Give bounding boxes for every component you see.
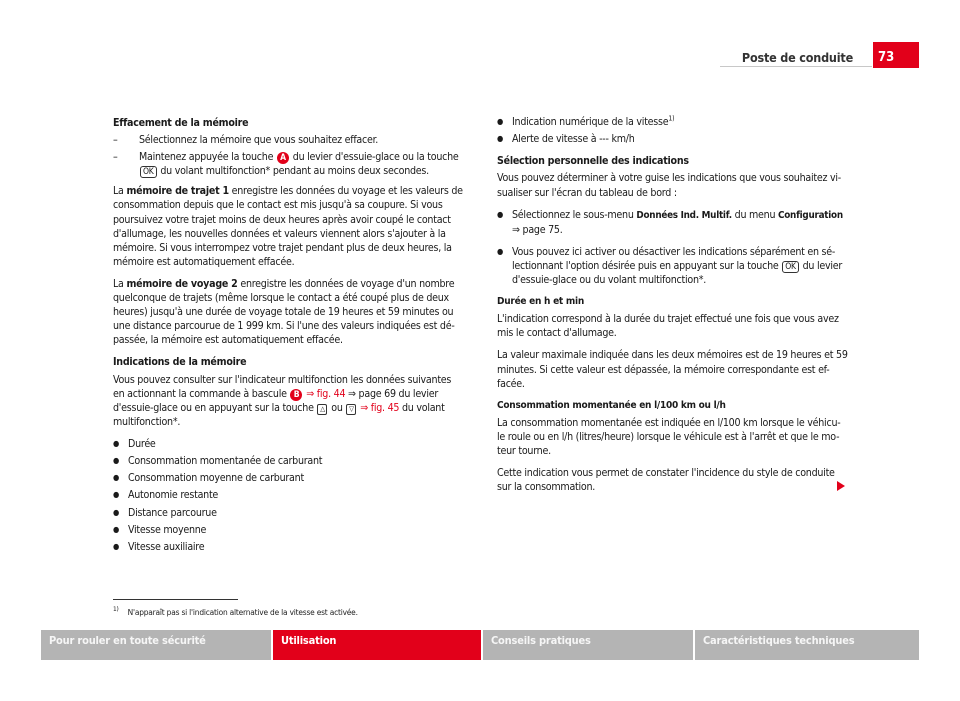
list-item-text: Alerte de vitesse à --- km/h	[512, 133, 635, 146]
text-segment: du levier d'essuie-glace ou du volant multifonction*.	[512, 259, 843, 287]
text-segment: Indication numérique de la vitesse	[512, 116, 669, 128]
footnote-rule	[113, 599, 238, 600]
footnote	[113, 605, 358, 617]
dash-item	[113, 150, 465, 178]
list-item-text	[512, 245, 849, 287]
list-item-text	[512, 115, 849, 129]
running-header-title: Poste de conduite	[741, 50, 853, 65]
bullet-icon: ●	[113, 542, 120, 551]
memory-2-term: mémoire de voyage 2	[126, 277, 238, 290]
bullet-icon: ●	[497, 246, 504, 256]
nav-tab-operation[interactable]: Utilisation	[273, 630, 481, 660]
text-segment: Sélectionnez le sous-menu	[512, 208, 634, 221]
bullet-icon: ●	[113, 438, 120, 448]
personal-selection-heading: Sélection personnelle des indications	[497, 155, 689, 168]
list-item	[497, 245, 849, 287]
memory-indications-paragraph	[113, 373, 465, 429]
list-item	[497, 132, 849, 146]
down-arrow-key-icon: ▽	[346, 404, 356, 415]
text-segment: du volant multifonction*.	[113, 401, 445, 428]
header-rule	[720, 66, 872, 67]
key-a-badge: A	[277, 152, 289, 164]
dash-marker: –	[113, 151, 118, 164]
ok-key-icon: OK	[140, 166, 157, 178]
list-item-text: Distance parcourue	[128, 506, 217, 519]
list-item	[113, 437, 465, 451]
memory-1-term: mémoire de trajet 1	[126, 185, 229, 198]
list-item-text: Consommation moyenne de carburant	[128, 472, 304, 485]
duration-paragraph-1: L'indication correspond à la durée du trajet effectué une fois que vous avez mis le contact d'allumage.	[497, 313, 839, 340]
text-segment: ⇒ page 69 du levier d'essuie-glace ou en appuyant sur la touche	[113, 387, 438, 414]
footnote-ref: 1)	[668, 114, 675, 123]
list-item-text: Durée	[128, 437, 156, 450]
list-item-text	[512, 208, 849, 237]
memory-1-paragraph	[113, 184, 465, 269]
list-item	[497, 115, 849, 129]
bullet-icon: ●	[113, 490, 120, 500]
text-segment: ou	[331, 401, 343, 414]
nav-tab-practical-tips[interactable]: Conseils pratiques	[483, 630, 693, 660]
list-item-text: Vitesse auxiliaire	[128, 541, 205, 553]
bullet-icon: ●	[113, 507, 120, 517]
memory-indications-heading: Indications de la mémoire	[113, 356, 247, 369]
bullet-icon: ●	[497, 117, 504, 126]
menu-term: Configuration	[778, 209, 843, 221]
list-item	[497, 208, 849, 237]
duration-heading: Durée en h et min	[497, 296, 584, 308]
continue-arrow-icon	[837, 481, 845, 491]
consumption-heading: Consommation momentanée en l/100 km ou l/h	[497, 399, 726, 411]
list-item	[113, 523, 465, 537]
clear-memory-heading: Effacement de la mémoire	[113, 117, 249, 129]
bullet-icon: ●	[497, 209, 504, 219]
text-segment: enregistre les données du voyage et les valeurs de consommation depuis que le contact est mis jusqu'à sa coupure. Si vous poursuivez votre trajet moins de deux heures après avoir coupé le contact d'allumage, les nouvelles données et valeurs viennent alors s'ajouter à la mémoire. Si vous interrompez votre trajet pendant plus de deux heures, la mémoire est automatiquement effacée.	[113, 185, 463, 268]
up-arrow-key-icon: △	[317, 404, 327, 415]
text-segment: La	[113, 185, 124, 198]
list-item	[113, 506, 465, 520]
bullet-icon: ●	[113, 524, 120, 534]
page-number: 73	[873, 42, 919, 68]
memory-2-paragraph	[113, 277, 465, 347]
nav-tab-safety[interactable]: Pour rouler en toute sécurité	[41, 630, 271, 660]
text-segment: Maintenez appuyée la touche	[139, 151, 274, 164]
consumption-paragraph-2: Cette indication vous permet de constater l'incidence du style de conduite sur la consommation.	[497, 467, 835, 494]
text-segment: enregistre les données de voyage d'un nombre quelconque de trajets (même lorsque le contact a été coupé plus de deux heures) jusqu'à une durée de voyage totale de 19 heures et 59 minutes ou une distance parcourue de 1 999 km. Si l'une des valeurs indiquées est dé- passée, la mémoire est automatiquement effacée.	[113, 277, 455, 347]
text-segment: Vous pouvez ici activer ou désactiver les indications séparément en sé- lectionnant l'option désirée puis en appuyant sur la touche	[512, 245, 836, 272]
dash-text: Sélectionnez la mémoire que vous souhaitez effacer.	[139, 134, 379, 147]
text-segment: du menu	[734, 208, 776, 221]
list-item	[113, 540, 465, 554]
dash-text	[139, 150, 465, 178]
list-item-text: Vitesse moyenne	[128, 523, 207, 536]
menu-term: Données Ind. Multif.	[636, 209, 732, 221]
memory-indications-list	[113, 437, 465, 554]
footnote-mark: 1)	[113, 605, 119, 613]
left-column	[113, 116, 465, 557]
text-segment: du volant multifonction* pendant au moins deux secondes.	[160, 165, 429, 178]
duration-paragraph-2: La valeur maximale indiquée dans les deux mémoires est de 19 heures et 59 minutes. Si cette valeur est dépassée, la mémoire correspondante est ef- facée.	[497, 349, 848, 390]
dash-marker: –	[113, 134, 118, 147]
key-b-badge: B	[290, 389, 302, 401]
text-segment: La	[113, 277, 124, 290]
bullet-icon: ●	[113, 473, 120, 483]
list-item	[113, 471, 465, 485]
list-item-text: Consommation momentanée de carburant	[128, 455, 323, 468]
list-item-text: Autonomie restante	[128, 489, 219, 502]
dash-item	[113, 133, 465, 147]
ok-key-icon: OK	[782, 261, 799, 273]
text-segment: du levier d'essuie-glace ou la touche	[292, 151, 459, 164]
bullet-icon: ●	[497, 134, 504, 144]
right-column	[497, 115, 849, 502]
bullet-icon: ●	[113, 456, 120, 466]
personal-selection-paragraph: Vous pouvez déterminer à votre guise les indications que vous souhaitez vi- sualiser sur l'écran du tableau de bord :	[497, 172, 841, 199]
fig-44-link[interactable]: ⇒ fig. 44	[306, 387, 346, 400]
consumption-paragraph-1: La consommation momentanée est indiquée en l/100 km lorsque le véhicu- le roule ou en l/h (litres/heure) lorsque le véhicule est à l'arrêt et que le mo- teur tourne.	[497, 416, 841, 457]
footnote-text: N'apparaît pas si l'indication alternative de la vitesse est activée.	[127, 606, 358, 617]
text-segment: Vous pouvez consulter sur l'indicateur multifonction les données suivantes en actionnant la commande à bascule	[113, 373, 452, 400]
list-item	[113, 454, 465, 468]
text-segment: ⇒ page 75.	[512, 223, 563, 236]
fig-45-link[interactable]: ⇒ fig. 45	[360, 401, 400, 414]
list-item	[113, 488, 465, 502]
nav-tab-specifications[interactable]: Caractéristiques techniques	[695, 630, 919, 660]
